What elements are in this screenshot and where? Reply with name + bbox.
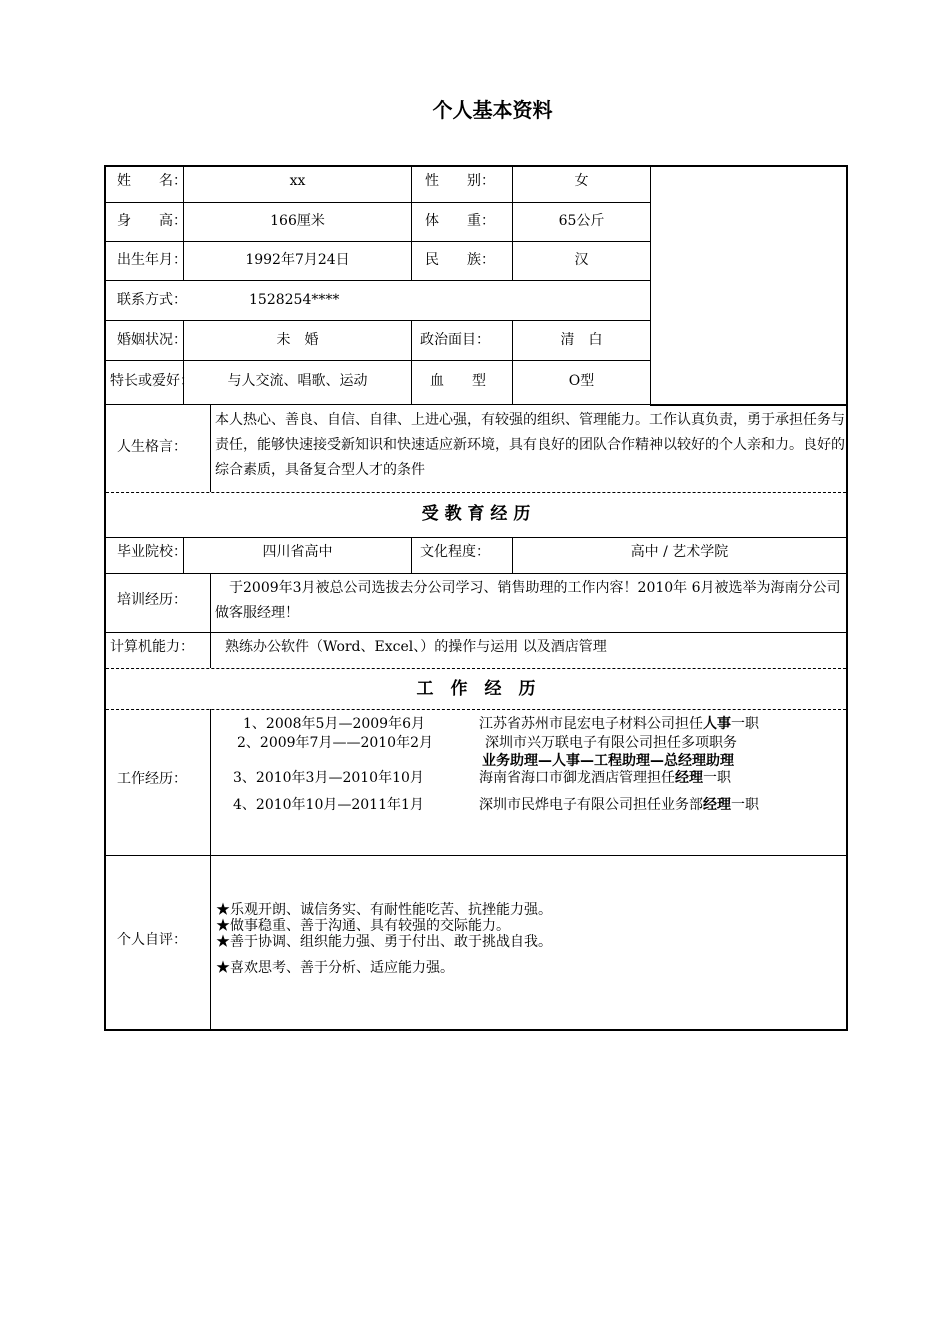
ethnic-label: 民 族： [425,252,495,268]
row-divider [106,280,650,281]
height-value: 166厘米 [270,213,325,229]
row-divider [106,632,846,633]
col-divider [210,404,211,492]
motto-text: 本人热心、善良、自信、自律、上进心强，有较强的组织、管理能力。工作认真负责，勇于承担任务与责任，能够快速接受新知识和快速适应新环境，具有良好的团队合作精神以较好的个人亲和力。良好的综合素质，具备复合型人才的条件 [215,412,845,478]
row-divider [106,360,650,361]
row-divider [106,573,846,574]
work-label: 工作经历： [117,771,187,787]
gender-value: 女 [574,173,589,189]
col-divider [411,537,412,573]
level-value: 高中 / 艺术学院 [630,544,729,560]
training-label: 培训经历： [117,592,187,608]
page-title: 个人基本资料 [432,98,553,122]
work-item-desc: 深圳市民烨电子有限公司担任业务部经理一职 [479,797,759,813]
computer-text: 熟练办公软件（Word、Excel、）的操作与运用 以及酒店管理 [225,639,607,655]
marriage-label: 婚姻状况： [117,332,187,348]
work-item-date: 3、2010年3月—2010年10月 [233,770,424,786]
school-value: 四川省高中 [262,544,333,560]
row-divider [106,202,650,203]
marriage-value: 未 婚 [276,332,319,348]
work-item-desc: 深圳市兴万联电子有限公司担任多项职务 [485,735,737,751]
dashed-divider [106,709,846,710]
birth-value: 1992年7月24日 [245,252,350,268]
motto-label: 人生格言： [117,439,187,455]
weight-value: 65公斤 [558,213,605,229]
row-divider [106,855,846,856]
birth-label: 出生年月： [117,252,187,268]
work-item-roles: 业务助理—人事—工程助理—总经理助理 [482,753,734,769]
col-divider [411,320,412,404]
work-item-date: 4、2010年10月—2011年1月 [233,797,424,813]
name-label: 姓 名： [117,173,187,189]
dashed-divider [106,668,846,669]
self-item: ★做事稳重、善于沟通、具有较强的交际能力。 [216,918,510,934]
self-item: ★乐观开朗、诚信务实、有耐性能吃苦、抗挫能力强。 [216,902,552,918]
work-item-desc: 江苏省苏州市昆宏电子材料公司担任人事一职 [479,716,759,732]
level-label: 文化程度： [420,544,490,560]
training-text: 于2009年3月被总公司选拔去分公司学习、销售助理的工作内容！2010年 6月被选举为海南分公司做客服经理！ [215,580,841,621]
work-item-date: 1、2008年5月—2009年6月 [243,716,425,732]
col-divider [210,709,211,1030]
hobby-label: 特长或爱好： [110,373,194,389]
photo-bottom-line [650,405,846,406]
contact-label: 联系方式： [117,292,187,308]
work-item-desc: 海南省海口市御龙酒店管理担任经理一职 [479,770,731,786]
self-label: 个人自评： [117,932,187,948]
row-divider [106,404,846,405]
row-divider [106,537,846,538]
dashed-divider [106,492,846,493]
col-divider [411,167,412,280]
hobby-value: 与人交流、唱歌、运动 [227,373,368,389]
contact-value: 1528254**** [249,292,340,308]
blood-label: 血 型 [430,373,486,389]
row-divider [106,241,650,242]
self-item: ★喜欢思考、善于分析、适应能力强。 [216,960,454,976]
height-label: 身 高： [117,213,187,229]
ethnic-value: 汉 [574,252,589,268]
name-value: xx [289,173,306,189]
photo-left-line [650,167,651,404]
school-label: 毕业院校： [117,544,187,560]
work-header: 工 作 经 历 [416,679,536,699]
computer-label: 计算机能力： [110,639,194,655]
weight-label: 体 重： [425,213,495,229]
col-divider [210,573,211,668]
education-header: 受 教 育 经 历 [421,504,531,524]
gender-label: 性 别： [425,173,495,189]
work-item-date: 2、2009年7月——2010年2月 [237,735,433,751]
self-item: ★善于协调、组织能力强、勇于付出、敢于挑战自我。 [216,934,552,950]
row-divider [106,320,650,321]
politics-label: 政治面目： [420,332,490,348]
blood-value: O型 [568,373,595,389]
politics-value: 清 白 [560,332,603,348]
